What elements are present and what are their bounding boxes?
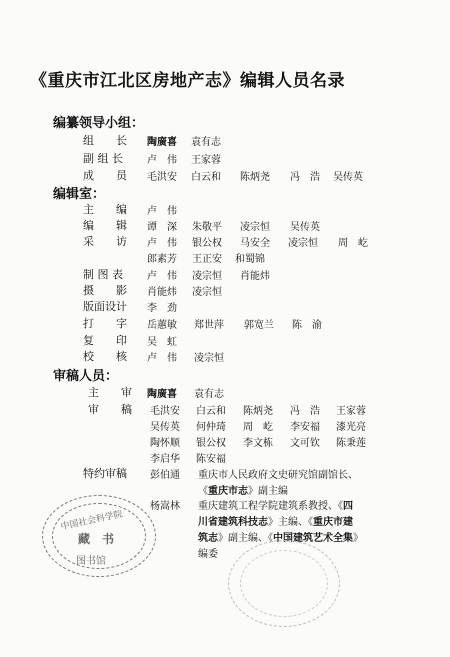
chief-reviewer-name: 袁有志 (194, 389, 224, 400)
interview-label: 采 访 (83, 235, 127, 248)
interview-name: 王正安 (192, 254, 222, 265)
section-heading-editing: 编辑室： (53, 187, 106, 202)
member-name: 冯 浩 (290, 172, 320, 183)
reviewer-name: 银公权 (196, 438, 226, 449)
reviewer-name: 陶怀顺 (150, 438, 180, 449)
design-label: 版面设计 (83, 300, 127, 313)
reviewer-name: 李安福 (290, 422, 320, 433)
deputy-name: 卢 伟 (147, 155, 177, 166)
chart-maker-name: 卢 伟 (147, 271, 177, 282)
reviewer-name: 陈炳尧 (243, 406, 273, 417)
reviewer-label: 审 稿 (88, 403, 132, 416)
chart-maker-label: 制 图 表 (83, 268, 123, 281)
reviewer-name: 周 屹 (243, 422, 273, 433)
chart-maker-name: 凌宗恒 (192, 271, 222, 282)
photo-name: 凌宗恒 (192, 287, 222, 298)
interview-name: 郎素芳 (147, 254, 177, 265)
deputy-label: 副 组 长 (83, 152, 123, 165)
photo-name: 肖能炜 (147, 287, 177, 298)
reviewer-name: 王家蓉 (336, 406, 366, 417)
special-reviewer-note: 编委 (198, 549, 218, 560)
reviewer-name: 李启华 (150, 454, 180, 465)
editor-name: 凌宗恒 (240, 222, 270, 233)
chart-maker-name: 肖能炜 (240, 271, 270, 282)
typing-name: 岳蕙敏 (147, 320, 177, 331)
chief-reviewer-name: 陶廣喜 (147, 389, 177, 400)
print-label: 复 印 (83, 334, 127, 347)
special-reviewer-name: 彭伯通 (150, 470, 180, 481)
special-reviewer-note: 重庆建筑工程学院建筑系教授、《四 (198, 501, 353, 512)
editor-name: 吴传英 (290, 222, 320, 233)
reviewer-name: 毛洪安 (150, 406, 180, 417)
member-name: 陈炳尧 (240, 172, 270, 183)
reviewer-name: 冯 浩 (290, 406, 320, 417)
editor-name: 谭 深 (147, 222, 177, 233)
reviewer-name: 文可钦 (290, 438, 320, 449)
leader-name: 陶廣喜 (147, 137, 177, 148)
member-name: 毛洪安 (147, 172, 177, 183)
editor-label: 编 辑 (83, 219, 127, 232)
faint-stamp-inner-ring (240, 550, 328, 617)
print-name: 吴 虹 (147, 337, 177, 348)
interview-name: 周 屹 (338, 238, 368, 249)
typing-label: 打 字 (83, 317, 127, 330)
interview-name: 凌宗恒 (288, 238, 318, 249)
special-reviewer-note: 筑志》副主编、《中国建筑艺术全集》 (198, 533, 363, 544)
interview-name: 卢 伟 (147, 238, 177, 249)
special-reviewer-note: 重庆市人民政府文史研究馆副馆长、 (198, 470, 358, 481)
reviewer-name: 白云和 (196, 406, 226, 417)
proof-name: 卢 伟 (147, 353, 177, 364)
interview-name: 银公权 (192, 238, 222, 249)
page-title: 《重庆市江北区房地产志》编辑人员名录 (30, 71, 345, 91)
editor-name: 朱敬平 (192, 222, 222, 233)
proof-name: 凌宗恒 (194, 353, 224, 364)
special-reviewer-name: 杨嵩林 (150, 501, 180, 512)
special-reviewer-note: 川省建筑科技志》主编、《重庆市建 (198, 517, 353, 528)
leader-name: 袁有志 (191, 137, 221, 148)
library-stamp-text-bottom: 图书馆 (76, 556, 106, 567)
typing-name: 郭宽兰 (244, 320, 274, 331)
reviewer-name: 吴传英 (150, 422, 180, 433)
chief-editor-name: 卢 伟 (147, 206, 177, 217)
member-name: 白云和 (191, 172, 221, 183)
member-name: 吴传英 (333, 172, 363, 183)
interview-name: 和蜀锦 (235, 254, 265, 265)
section-heading-leading: 编纂领导小组： (53, 116, 145, 131)
deputy-name: 王家蓉 (191, 155, 221, 166)
reviewer-name: 何仲琦 (196, 422, 226, 433)
proof-label: 校 核 (83, 350, 127, 363)
reviewer-name: 李文栋 (243, 438, 273, 449)
typing-name: 陈 渝 (292, 320, 322, 331)
special-reviewer-label: 特约审稿 (83, 467, 127, 480)
typing-name: 郑世萍 (194, 320, 224, 331)
photo-label: 摄 影 (83, 284, 127, 297)
interview-name: 马安全 (240, 238, 270, 249)
library-stamp-text-top: 中国社会科学院 (59, 509, 124, 533)
reviewer-name: 陈秉莲 (336, 438, 366, 449)
reviewer-name: 漆光亮 (336, 422, 366, 433)
chief-reviewer-label: 主 审 (88, 386, 132, 399)
reviewer-name: 陈安福 (196, 454, 226, 465)
section-heading-review: 审稿人员： (53, 369, 119, 384)
library-stamp-text-mid: 藏 书 (78, 532, 115, 546)
special-reviewer-note: 《重庆市志》副主编 (198, 486, 288, 497)
design-name: 李 劲 (147, 303, 177, 314)
leader-label: 组 长 (83, 134, 127, 147)
member-label: 成 员 (83, 169, 127, 182)
chief-editor-label: 主 编 (83, 203, 127, 216)
